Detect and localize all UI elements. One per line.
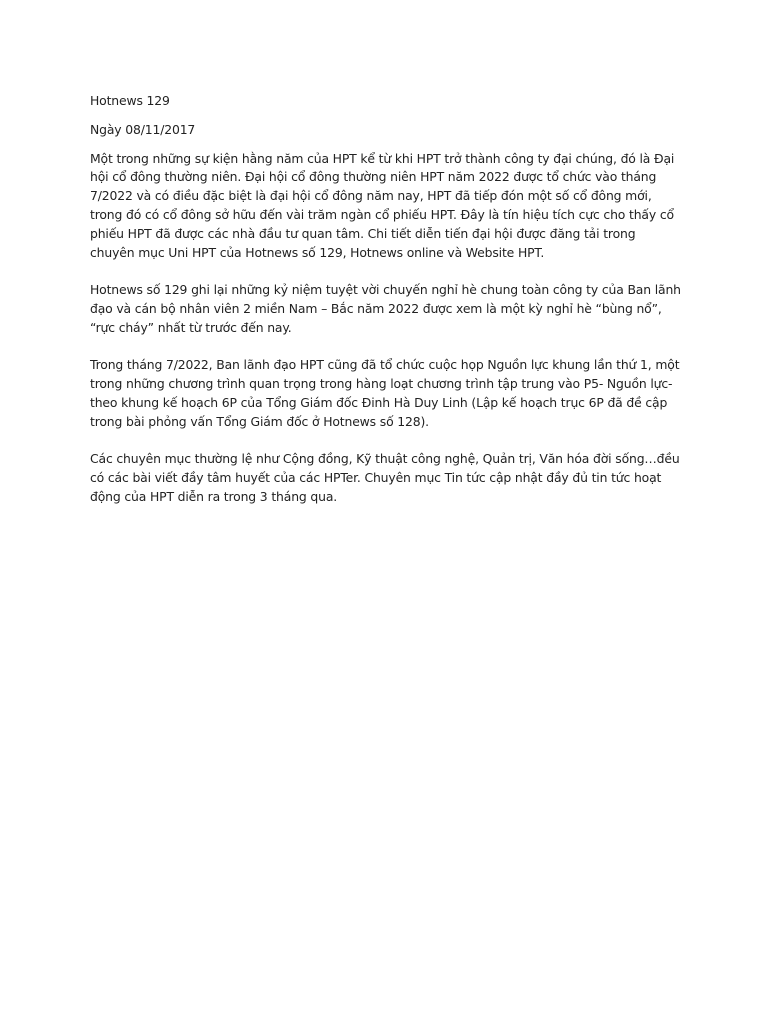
paragraph-shareholders-meeting: Một trong những sự kiện hằng năm của HPT kể từ khi HPT trở thành công ty đại chúng, đó là Đại hội cổ đông thường niên. Đại hội cổ đông thường niên HPT năm 2022 được tổ chức vào tháng 7/2022 và có điều đặc biệt là đại hội cổ đông năm nay, HPT đã tiếp đón một số cổ đông mới, trong đó có cổ đông sở hữu đến vài trăm ngàn cổ phiếu HPT. Đây là tín hiệu tích cực cho thấy cổ phiếu HPT đã được các nhà đầu tư quan tâm. Chi tiết diễn tiến đại hội được đăng tải trong chuyên mục Uni HPT của Hotnews số 129, Hotnews online và Website HPT. (90, 150, 675, 260)
document-page (90, 92, 682, 526)
paragraph-summer-trip: Hotnews số 129 ghi lại những kỷ niệm tuyệt vời chuyến nghỉ hè chung toàn công ty của Ban lãnh đạo và cán bộ nhân viên 2 miền Nam – Bắc năm 2022 được xem là một kỳ nghỉ hè “bùng nổ”, “rực cháy” nhất từ trước đến nay. (90, 282, 681, 335)
document-title: Hotnews 129 (90, 93, 170, 108)
document-date: Ngày 08/11/2017 (90, 121, 196, 137)
paragraph-resource-meeting: Trong tháng 7/2022, Ban lãnh đạo HPT cũng đã tổ chức cuộc họp Nguồn lực khung lần thứ 1, một trong những chương trình quan trọng trong hàng loạt chương trình tập trung vào P5- Nguồn lực- theo khung kế hoạch 6P của Tổng Giám đốc Đinh Hà Duy Linh (Lập kế hoạch trục 6P đã đề cập trong bài phỏng vấn Tổng Giám đốc ở Hotnews số 128). (90, 357, 680, 429)
paragraph-regular-sections: Các chuyên mục thường lệ như Cộng đồng, Kỹ thuật công nghệ, Quản trị, Văn hóa đời sống…đều có các bài viết đầy tâm huyết của các HPTer. Chuyên mục Tin tức cập nhật đầy đủ tin tức hoạt động của HPT diễn ra trong 3 tháng qua. (90, 451, 680, 504)
